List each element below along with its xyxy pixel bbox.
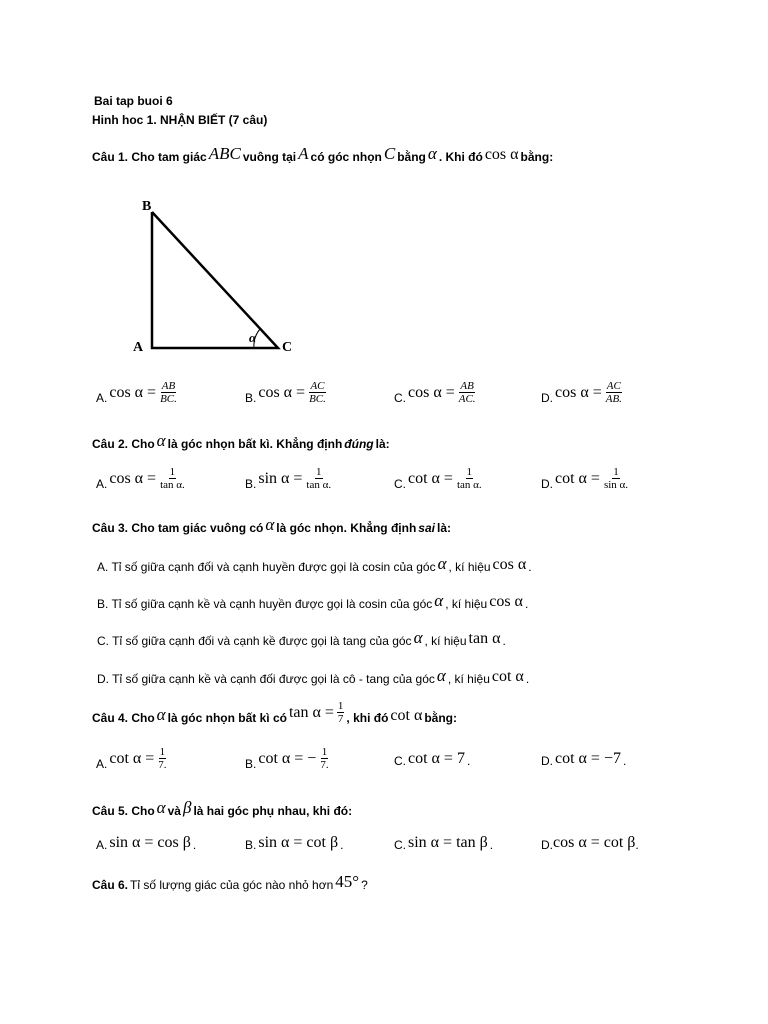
option-label: A. — [96, 757, 108, 771]
q5-text: là hai góc phụ nhau, khi đó: — [193, 804, 353, 818]
option-end: . — [622, 754, 627, 768]
q5-alpha: α — [156, 798, 166, 817]
q2-prefix: Câu 2. Cho — [92, 437, 155, 451]
q1-vertex-a: A — [298, 144, 309, 163]
q4-given: tan α = $\frac{1}{7}$ — [288, 700, 344, 725]
option-formula: cos α = $\frac{AC}{AB.}$ — [555, 380, 622, 405]
q1-vertex-c: C — [383, 144, 396, 163]
q2-option-a[interactable] — [96, 466, 186, 491]
option-formula: cos α = $\frac{AC}{BC.}$ — [258, 380, 326, 405]
option-end: . — [192, 838, 197, 852]
option-label: A. — [96, 477, 108, 491]
q1-text: vuông tại — [242, 150, 297, 164]
option-label: C. — [394, 838, 406, 852]
q2-emphasis: đúng — [344, 437, 374, 451]
question-1 — [92, 144, 553, 164]
q1-text: bằng — [397, 150, 426, 164]
q4-prefix: Câu 4. Cho — [92, 711, 155, 725]
section-title: Hinh hoc 1. NHẬN BIẾT (7 câu) — [92, 113, 268, 127]
option-label: D. — [541, 477, 553, 491]
option-text: D. Tỉ số giữa cạnh kề và cạnh đối được gọi là cô - tang của góc — [97, 672, 435, 686]
q6-degree: 45° — [335, 872, 360, 891]
option-symbol: cos α — [492, 556, 527, 573]
question-3 — [92, 515, 451, 535]
option-label: D. — [541, 838, 553, 852]
vertex-label-c: C — [282, 340, 293, 355]
option-label: C. — [394, 754, 406, 768]
q4-alpha: α — [156, 705, 166, 724]
vertex-label-b: B — [142, 199, 152, 214]
option-label: B. — [245, 838, 257, 852]
option-formula: cot α = $\frac{1}{7.}$ — [109, 746, 167, 771]
q5-option-b[interactable] — [245, 834, 343, 852]
q1-option-d[interactable] — [541, 380, 623, 405]
option-text: , kí hiệu — [424, 634, 467, 648]
option-symbol: cot α — [491, 668, 524, 685]
q1-text: . Khi đó — [438, 150, 483, 164]
q4-option-c[interactable] — [394, 750, 470, 768]
option-end: . — [489, 838, 494, 852]
option-symbol: cos α — [489, 593, 523, 610]
option-formula: sin α = tan β — [408, 834, 488, 851]
option-text: B. Tỉ số giữa cạnh kề và cạnh huyền được gọi là cosin của góc — [97, 597, 433, 611]
option-formula: sin α = cos β — [109, 834, 191, 851]
option-label: C. — [394, 391, 406, 405]
option-label: B. — [245, 391, 257, 405]
option-alpha: α — [413, 628, 423, 647]
option-end: . — [528, 560, 532, 574]
q3-option-b[interactable] — [97, 591, 528, 611]
q2-text: là: — [375, 437, 390, 451]
q3-text: là góc nhọn. Khẳng định — [276, 521, 417, 535]
option-formula: cos α = $\frac{1}{\text{tan α.}}$ — [109, 466, 185, 491]
q5-beta: β — [182, 798, 192, 817]
option-formula: cot α = − $\frac{1}{7.}$ — [258, 746, 329, 771]
q4-option-a[interactable] — [96, 746, 168, 771]
option-label: A. — [96, 391, 108, 405]
option-text: C. Tỉ số giữa cạnh đối và cạnh kề được gọi là tang của góc — [97, 634, 412, 648]
q1-option-a[interactable] — [96, 380, 178, 405]
option-label: B. — [245, 757, 257, 771]
q3-text: là: — [436, 521, 451, 535]
option-text: , kí hiệu — [445, 597, 488, 611]
q3-emphasis: sai — [418, 521, 435, 535]
q4-text: bằng: — [424, 711, 458, 725]
option-formula: cos α = cot β — [553, 834, 636, 851]
option-alpha: α — [436, 666, 446, 685]
q3-option-a[interactable] — [97, 554, 532, 574]
question-4 — [92, 700, 457, 725]
q5-option-d[interactable] — [541, 834, 639, 852]
q6-end: ? — [361, 878, 368, 892]
option-alpha: α — [434, 591, 444, 610]
option-formula: sin α = cot β — [258, 834, 339, 851]
triangle-figure — [128, 192, 303, 360]
option-formula: cot α = −7 — [555, 750, 621, 767]
q2-option-b[interactable] — [245, 466, 332, 491]
q1-cos: cos α — [484, 146, 519, 163]
q4-cot: cot α — [390, 707, 423, 724]
option-formula: cos α = $\frac{AB}{BC.}$ — [109, 380, 177, 405]
q5-option-a[interactable] — [96, 834, 196, 852]
q1-prefix: Câu 1. Cho tam giác — [92, 150, 207, 164]
option-end: . — [340, 838, 344, 852]
q1-alpha: α — [427, 144, 437, 163]
option-formula: cot α = $\frac{1}{\text{sin α.}}$ — [555, 466, 629, 491]
q2-text: là góc nhọn bất kì. Khẳng định — [167, 437, 343, 451]
option-text: A. Tỉ số giữa cạnh đối và cạnh huyền được gọi là cosin của góc — [97, 560, 436, 574]
question-5 — [92, 798, 352, 818]
option-end: . — [502, 634, 506, 648]
option-alpha: α — [437, 554, 447, 573]
worksheet-title: Bai tap buoi 6 — [94, 94, 173, 108]
option-formula: cos α = $\frac{AB}{AC.}$ — [408, 380, 476, 405]
q5-prefix: Câu 5. Cho — [92, 804, 155, 818]
option-formula: cot α = 7 — [408, 750, 465, 767]
q2-option-d[interactable] — [541, 466, 629, 491]
q3-alpha: α — [265, 515, 275, 534]
q1-text: có góc nhọn — [310, 150, 382, 164]
q5-text: và — [167, 804, 181, 818]
option-label: D. — [541, 754, 553, 768]
option-end: . — [466, 754, 471, 768]
q1-option-b[interactable] — [245, 380, 327, 405]
q4-text: , khi đó — [346, 711, 389, 725]
question-2 — [92, 431, 390, 451]
option-formula: sin α = $\frac{1}{\text{tan α.}}$ — [258, 466, 332, 491]
question-6 — [92, 872, 368, 892]
q3-option-d[interactable] — [97, 666, 529, 686]
option-end: . — [524, 597, 529, 611]
q3-option-c[interactable] — [97, 628, 506, 648]
option-label: D. — [541, 391, 553, 405]
option-text: , kí hiệu — [448, 560, 491, 574]
triangle-shape — [152, 212, 278, 348]
q1-option-c[interactable] — [394, 380, 477, 405]
q6-text: Tỉ số lượng giác của góc nào nhỏ hơn — [130, 878, 334, 892]
q4-text: là góc nhọn bất kì có — [167, 711, 287, 725]
option-label: B. — [245, 477, 257, 491]
q1-triangle: ABC — [208, 144, 241, 163]
q2-option-c[interactable] — [394, 466, 483, 491]
option-label: C. — [394, 477, 406, 491]
option-label: A. — [96, 838, 108, 852]
q2-alpha: α — [156, 431, 166, 450]
q6-prefix: Câu 6. — [92, 878, 129, 892]
option-end: . — [525, 672, 530, 686]
q5-option-c[interactable] — [394, 834, 493, 852]
q1-text: bằng: — [520, 150, 554, 164]
vertex-label-a: A — [133, 340, 144, 355]
q4-option-b[interactable] — [245, 746, 330, 771]
angle-label-alpha: α — [249, 330, 257, 345]
option-formula: cot α = $\frac{1}{\text{tan α.}}$ — [408, 466, 482, 491]
option-end: . — [635, 838, 639, 852]
q3-prefix: Câu 3. Cho tam giác vuông có — [92, 521, 264, 535]
option-text: , kí hiệu — [447, 672, 490, 686]
q4-option-d[interactable] — [541, 750, 626, 768]
option-symbol: tan α — [468, 630, 501, 647]
